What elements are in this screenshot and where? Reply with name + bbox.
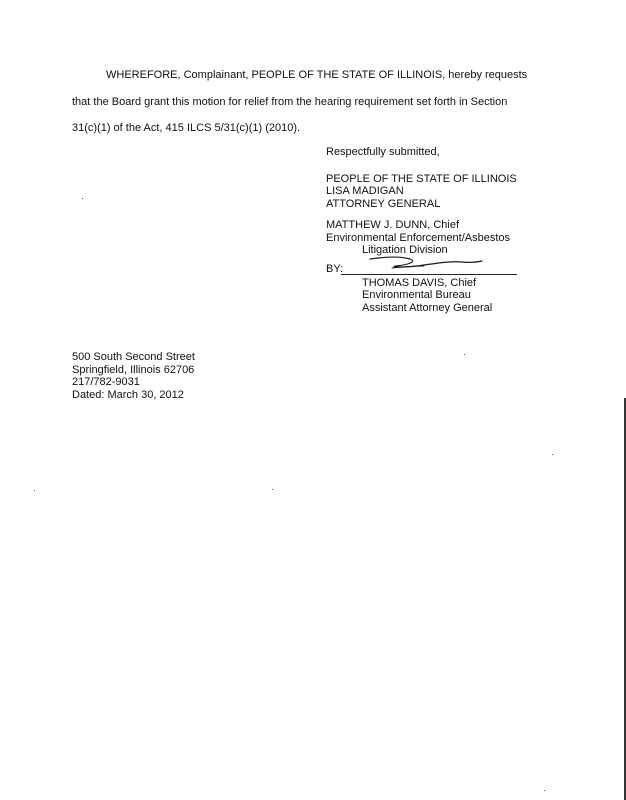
division-line-2: Litigation Division: [362, 244, 448, 256]
party-name: PEOPLE OF THE STATE OF ILLINOIS: [326, 172, 517, 185]
address-phone: 217/782-9031: [72, 376, 140, 388]
body-paragraph-line-3: 31(c)(1) of the Act, 415 ILCS 5/31(c)(1) (2010).: [72, 122, 301, 134]
handwritten-signature: [366, 253, 486, 275]
scan-speck: [544, 790, 545, 791]
date-line: Dated: March 30, 2012: [72, 388, 184, 401]
body-paragraph-line-2: that the Board grant this motion for relief from the hearing requirement set forth in Section: [72, 96, 508, 108]
signer-title: Assistant Attorney General: [362, 301, 493, 314]
scan-speck: [272, 489, 273, 490]
scan-speck: [464, 354, 465, 355]
signer-name: THOMAS DAVIS, Chief: [362, 276, 477, 289]
signature-block: [326, 146, 586, 314]
division-line-1: Environmental Enforcement/Asbestos: [326, 231, 511, 244]
attorney-general-title: ATTORNEY GENERAL: [326, 197, 441, 210]
scan-speck: [34, 490, 35, 491]
signature-line: [326, 259, 586, 277]
address-city: Springfield, Illinois 62706: [72, 363, 195, 376]
address-street: 500 South Second Street: [72, 351, 195, 363]
attorney-general-name: LISA MADIGAN: [326, 185, 404, 197]
chief-name: MATTHEW J. DUNN, Chief: [326, 219, 460, 231]
scan-speck: [82, 198, 83, 199]
body-paragraph-line-1: WHEREFORE, Complainant, PEOPLE OF THE STATE OF ILLINOIS, hereby requests: [106, 69, 528, 81]
closing-text: Respectfully submitted,: [326, 146, 440, 158]
by-label: BY:: [326, 262, 344, 275]
signer-bureau: Environmental Bureau: [362, 289, 471, 301]
address-block: [72, 351, 195, 401]
scan-speck: [552, 454, 553, 455]
